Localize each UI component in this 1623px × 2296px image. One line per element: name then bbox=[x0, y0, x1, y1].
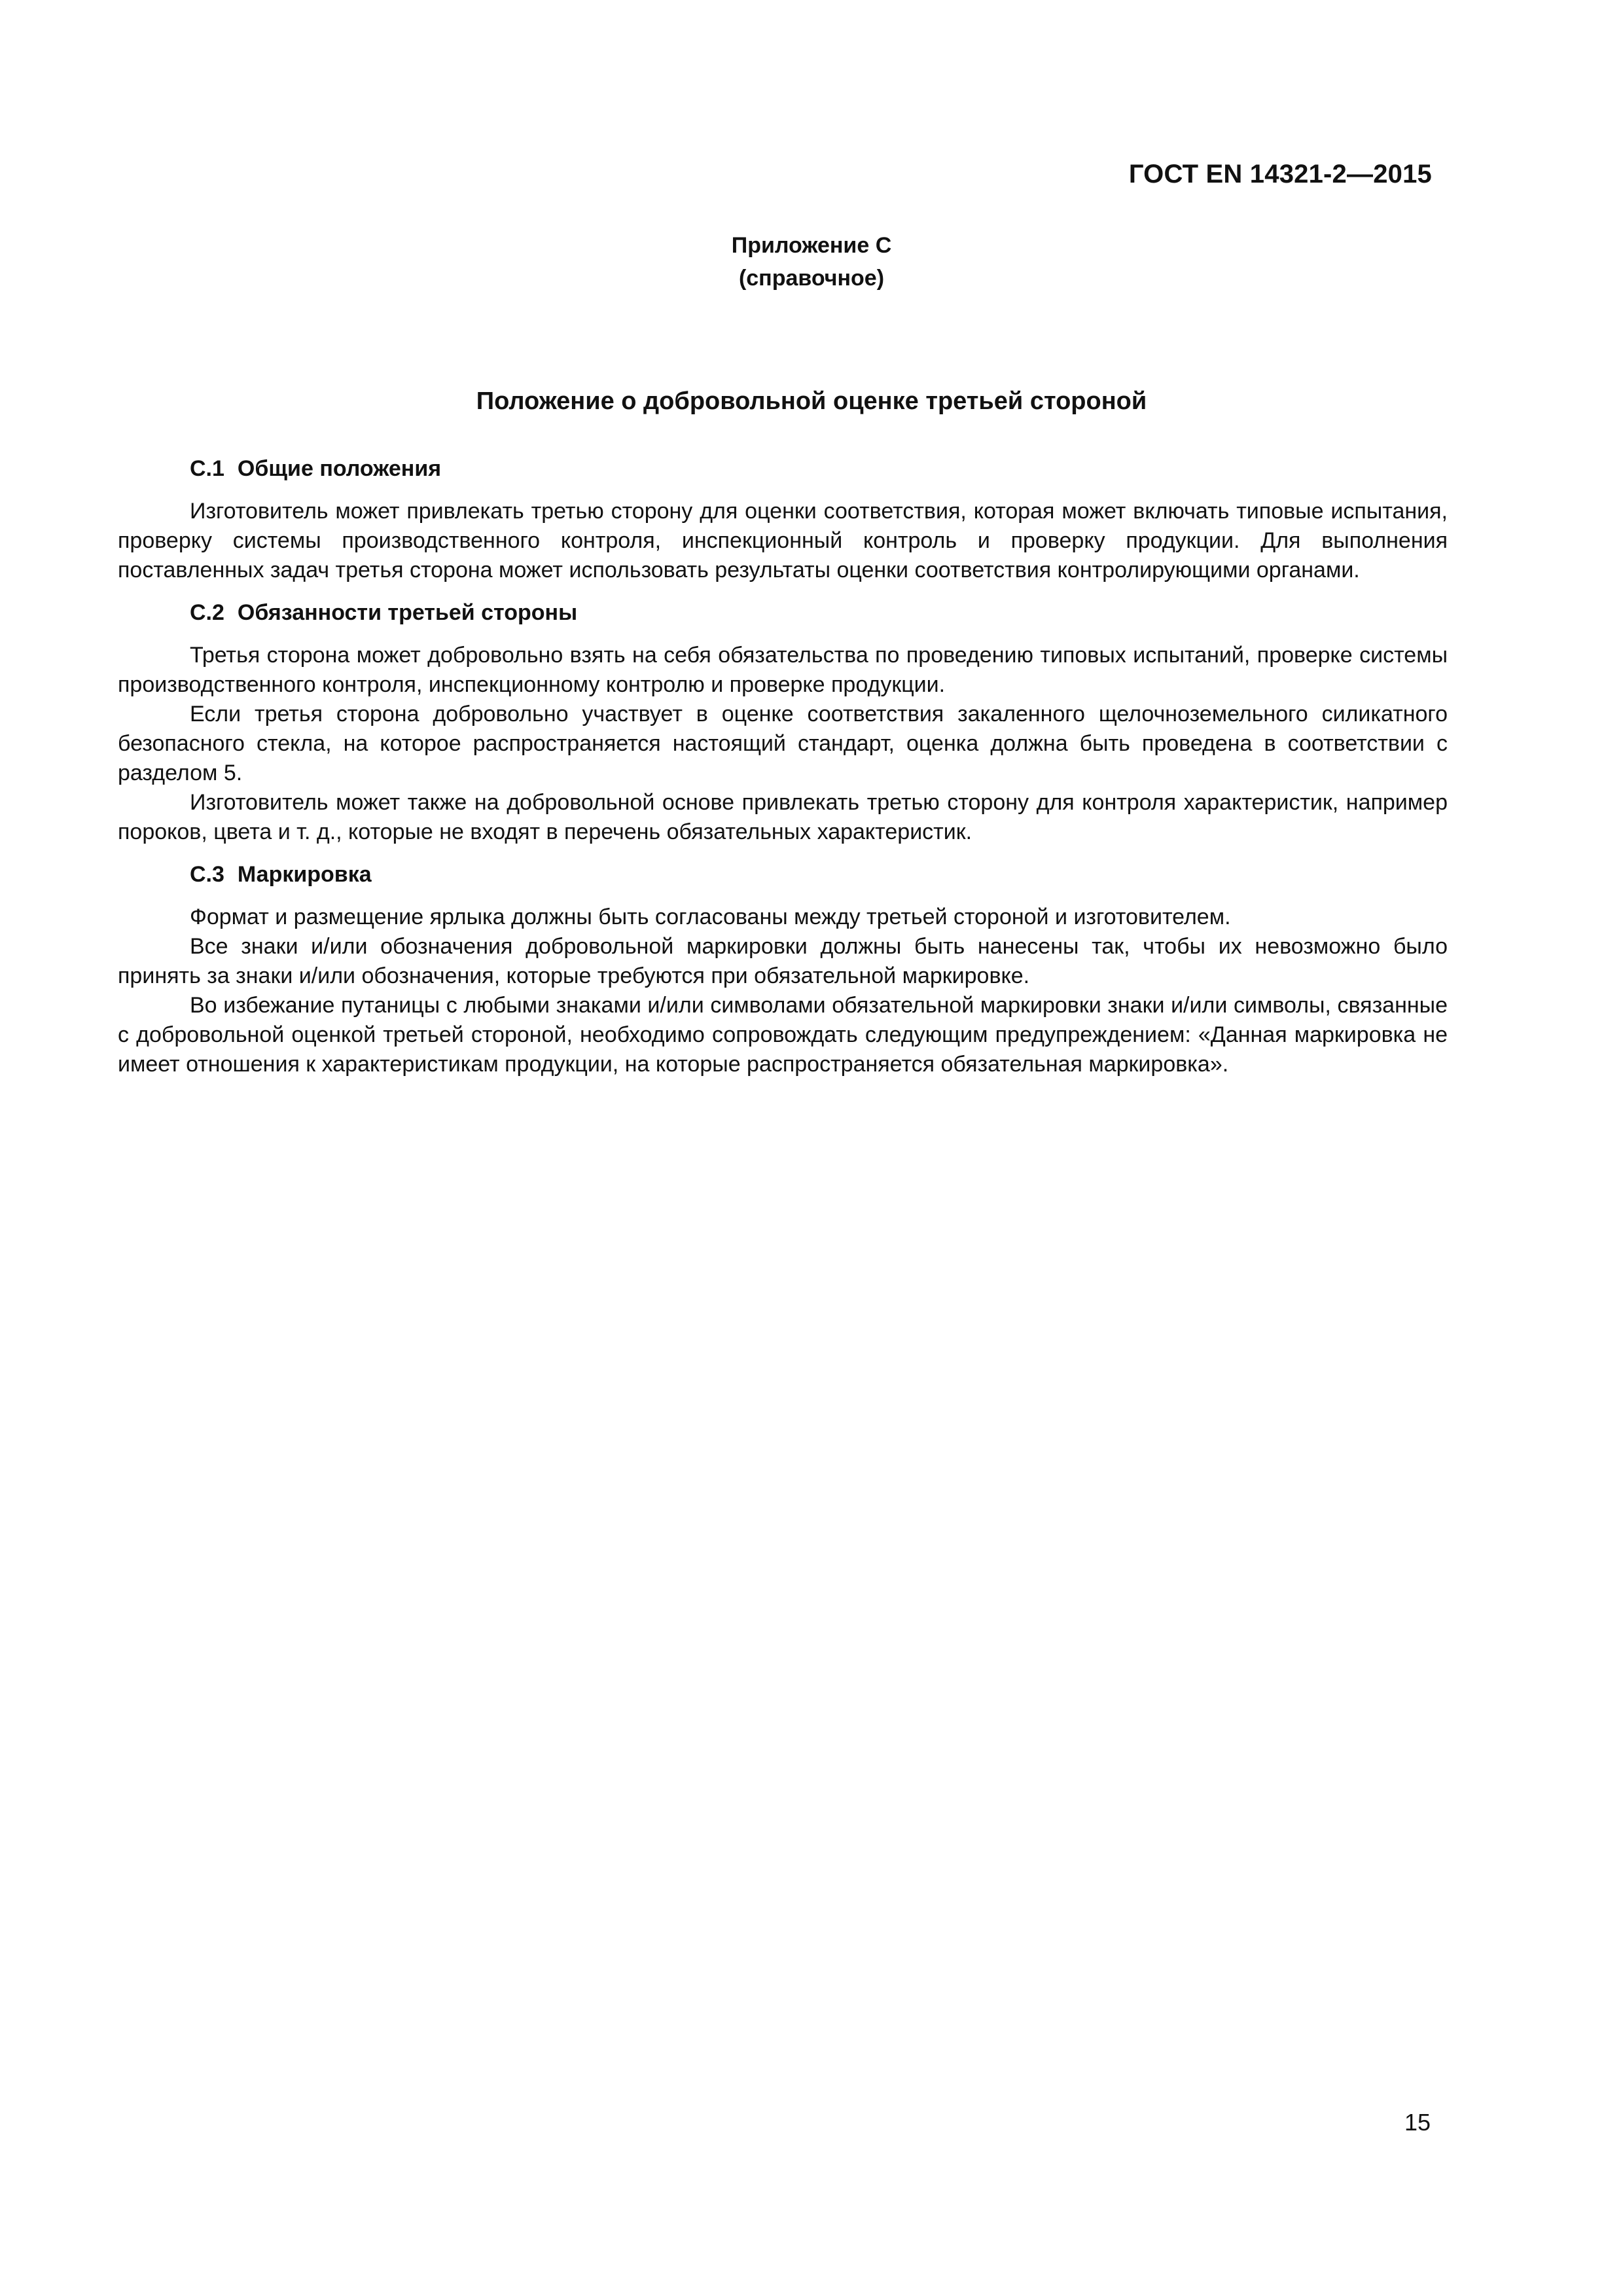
annex-type: (справочное) bbox=[738, 266, 885, 291]
paragraph: Во избежание путаницы с любыми знаками и/или символами обязательной маркировки знаки и/или символы, связанные с добровольной оценкой третьей стороной, необходимо сопровождать следующим предупреждением: «Данная маркировка не имеет отношения к характеристикам продукции, на которые распространяется обязательная маркировка». bbox=[118, 993, 1448, 1077]
section-title: Обязанности третьей стороны bbox=[237, 600, 578, 625]
section-title: Общие положения bbox=[237, 456, 442, 481]
section-number: С.2 bbox=[190, 600, 224, 625]
page-number: 15 bbox=[1404, 2109, 1431, 2136]
paragraph: Третья сторона может добровольно взять на себя обязательства по проведению типовых испытаний, проверке системы производственного контроля, инспекционному контролю и проверке продукции. bbox=[118, 643, 1448, 697]
paragraph: Если третья сторона добровольно участвует в оценке соответствия закаленного щелочноземельного силикатного безопасного стекла, на которое распространяется настоящий стандарт, оценка должна быть проведена в соответствии с разделом 5. bbox=[118, 702, 1448, 785]
paragraph: Все знаки и/или обозначения добровольной маркировки должны быть нанесены так, чтобы их невозможно было принять за знаки и/или обозначения, которые требуются при обязательной маркировке. bbox=[118, 934, 1448, 988]
section-heading bbox=[118, 454, 1448, 484]
paragraph: Формат и размещение ярлыка должны быть согласованы между третьей стороной и изготовителем. bbox=[190, 905, 1231, 929]
document-body bbox=[118, 454, 1448, 1092]
section-heading bbox=[118, 860, 1448, 889]
section-c2 bbox=[118, 598, 1448, 847]
section-c3 bbox=[118, 860, 1448, 1079]
paragraph: Изготовитель может также на добровольной основе привлекать третью сторону для контроля характеристик, например пороков, цвета и т. д., которые не входят в перечень обязательных характеристик. bbox=[118, 790, 1448, 844]
section-number: С.3 bbox=[190, 862, 224, 887]
annex-label: Приложение С bbox=[731, 233, 892, 258]
section-c1 bbox=[118, 454, 1448, 585]
section-title: Маркировка bbox=[237, 862, 372, 887]
paragraph: Изготовитель может привлекать третью сторону для оценки соответствия, которая может включать типовые испытания, проверку системы производственного контроля, инспекционный контроль и проверку продукции. Для выполнения поставленных задач третья сторона может использовать результаты оценки соответствия контролирующими органами. bbox=[118, 499, 1448, 583]
section-number: С.1 bbox=[190, 456, 224, 481]
document-code: ГОСТ EN 14321-2—2015 bbox=[1128, 160, 1432, 188]
section-heading bbox=[118, 598, 1448, 628]
annex-header bbox=[0, 229, 1623, 295]
annex-title: Положение о добровольной оценке третьей стороной bbox=[476, 387, 1147, 415]
